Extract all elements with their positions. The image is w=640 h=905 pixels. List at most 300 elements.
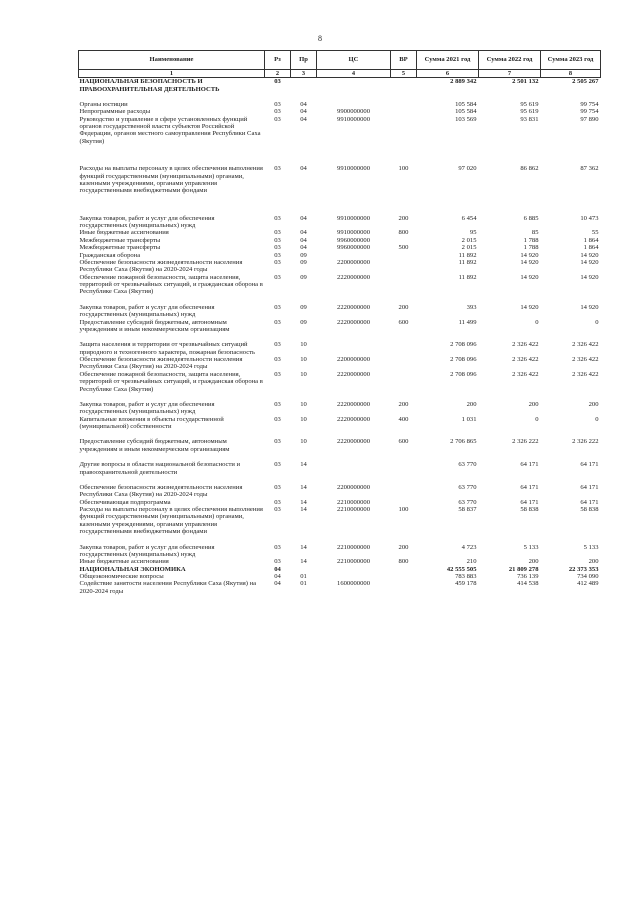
- table-row: [79, 499, 601, 506]
- row-name: Руководство и управление в сфере установленных функций органов государственной власти субъектов Российской Федерации, органов местного самоуправления Республики Саха (Якутия): [79, 115, 261, 145]
- row-cs: [317, 101, 391, 108]
- row-pr: 10: [300, 415, 307, 423]
- row-cs: 1600000000: [337, 580, 370, 588]
- row-cs: [317, 78, 391, 93]
- row-vr: [391, 341, 417, 356]
- row-sum-2022: 2 326 422: [512, 356, 539, 364]
- row-pr: 10: [300, 356, 307, 364]
- row-name: Обеспечение безопасности жизнедеятельности населения Республики Саха (Якутия) на 2020-2024 годы: [79, 483, 243, 499]
- header-vr: ВР: [391, 51, 417, 70]
- row-sum-2022: 414 538: [517, 580, 539, 588]
- row-pr: 04: [300, 165, 307, 173]
- row-pr: 09: [300, 318, 307, 326]
- row-rz: 03: [274, 165, 281, 173]
- row-pr: 14: [300, 483, 307, 491]
- row-sum-2022: 86 862: [520, 165, 539, 173]
- row-spacer-cell: [79, 453, 601, 461]
- row-sum-2022: 14 920: [520, 258, 539, 266]
- column-number: 8: [541, 70, 601, 78]
- column-number: 5: [391, 70, 417, 78]
- row-cs: 9900000000: [337, 108, 370, 116]
- row-spacer-cell: [79, 333, 601, 341]
- row-spacer-cell: [79, 145, 601, 165]
- row-pr: 10: [300, 400, 307, 408]
- row-rz: 04: [274, 580, 281, 588]
- row-pr: 01: [300, 580, 307, 588]
- row-name: НАЦИОНАЛЬНАЯ БЕЗОПАСНОСТЬ И ПРАВООХРАНИТЕЛЬНАЯ ДЕЯТЕЛЬНОСТЬ: [79, 78, 220, 93]
- row-sum-2023: 14 920: [580, 273, 599, 281]
- row-sum-2021: 2 015: [461, 244, 477, 252]
- header-sum-2021: Сумма 2021 год: [417, 51, 479, 70]
- row-pr: 04: [300, 229, 307, 237]
- row-sum-2022: 2 326 422: [512, 341, 539, 349]
- row-name: Капитальные вложения в объекты государственной (муниципальной) собственности: [79, 415, 224, 431]
- table-row: [79, 101, 601, 108]
- row-rz: 03: [274, 258, 281, 266]
- row-name: Обеспечение безопасности жизнедеятельности населения Республики Саха (Якутия) на 2020-2024 годы: [79, 258, 243, 274]
- row-sum-2023: 99 754: [580, 100, 599, 108]
- header-pr: Пр: [291, 51, 317, 70]
- row-name: Закупка товаров, работ и услуг для обеспечения государственных (муниципальных) нужд: [79, 303, 215, 319]
- row-sum-2022: 21 809 278: [508, 565, 539, 573]
- row-name: Закупка товаров, работ и услуг для обеспечения государственных (муниципальных) нужд: [79, 400, 215, 416]
- row-vr: 100: [398, 506, 409, 514]
- row-sum-2022: 2 326 222: [512, 438, 539, 446]
- row-name: Обеспечивающая подпрограмма: [79, 498, 171, 506]
- row-cs: 9910000000: [337, 165, 370, 173]
- row-vr: [391, 484, 417, 499]
- row-rz: 03: [274, 543, 281, 551]
- row-rz: 03: [274, 244, 281, 252]
- row-cs: 2220000000: [337, 438, 370, 446]
- row-sum-2021: 1 031: [461, 415, 477, 423]
- row-pr: 09: [300, 273, 307, 281]
- row-sum-2022: 14 920: [520, 273, 539, 281]
- row-name: Непрограммные расходы: [79, 108, 151, 116]
- row-pr: 09: [300, 251, 307, 259]
- row-cs: 9910000000: [337, 229, 370, 237]
- row-name: Обеспечение пожарной безопасности, защита населения, территорий от чрезвычайных ситуаций, и гражданская оборона в Республике Саха (Якутия): [79, 370, 263, 393]
- row-vr: 200: [398, 214, 409, 222]
- row-rz: 03: [274, 251, 281, 259]
- table-row: [79, 116, 601, 146]
- row-name: Расходы на выплаты персоналу в целях обеспечения выполнения функций государственными (муниципальными) органами, казенными учреждениями, органами управления государственными внебюджетными фондами: [79, 165, 263, 195]
- row-sum-2022: 5 133: [523, 543, 539, 551]
- row-rz: 03: [274, 415, 281, 423]
- row-vr: [391, 580, 417, 595]
- row-vr: 500: [398, 244, 409, 252]
- table-row: [79, 356, 601, 371]
- table-row: [79, 341, 601, 356]
- row-sum-2023: 14 920: [580, 258, 599, 266]
- row-name: Расходы на выплаты персоналу в целях обеспечения выполнения функций государственными (муниципальными) органами, казенными учреждениями, органами управления государственными внебюджетными фондами: [79, 506, 263, 536]
- row-cs: 2210000000: [337, 498, 370, 506]
- row-sum-2023: 2 326 422: [572, 341, 599, 349]
- row-vr: [391, 274, 417, 296]
- row-rz: 03: [274, 356, 281, 364]
- row-name: Предоставление субсидий бюджетным, автономным учреждениям и иным некоммерческим организациям: [79, 438, 230, 453]
- row-sum-2022: 0: [535, 318, 539, 326]
- row-sum-2021: 63 770: [458, 483, 477, 491]
- row-sum-2023: 1 864: [583, 236, 599, 244]
- row-rz: 03: [274, 100, 281, 108]
- header-cs: ЦС: [317, 51, 391, 70]
- row-vr: 800: [398, 558, 409, 566]
- row-sum-2023: 2 326 422: [572, 370, 599, 378]
- row-name: Обеспечение пожарной безопасности, защита населения, территорий от чрезвычайных ситуаций, и гражданская оборона в Республике Саха (Якутия): [79, 273, 263, 296]
- row-vr: [391, 101, 417, 108]
- row-pr: 10: [300, 341, 307, 349]
- row-cs: 2220000000: [337, 273, 370, 281]
- column-number: 7: [479, 70, 541, 78]
- row-sum-2021: 2 889 342: [450, 78, 477, 86]
- row-cs: [317, 461, 391, 476]
- row-sum-2022: 58 838: [520, 506, 539, 514]
- row-sum-2023: 1 864: [583, 244, 599, 252]
- row-pr: 14: [300, 558, 307, 566]
- table-row: [79, 252, 601, 259]
- row-sum-2021: 6 454: [461, 214, 477, 222]
- row-sum-2021: 210: [466, 558, 477, 566]
- table-row: [79, 558, 601, 565]
- row-vr: [391, 566, 417, 573]
- row-name: Гражданская оборона: [79, 251, 141, 259]
- column-number: 1: [79, 70, 265, 78]
- row-sum-2023: 14 920: [580, 303, 599, 311]
- row-cs: 2200000000: [337, 483, 370, 491]
- row-name: Обеспечение безопасности жизнедеятельности населения Республики Саха (Якутия) на 2020-2024 годы: [79, 356, 243, 371]
- row-cs: [317, 341, 391, 356]
- row-name: Закупка товаров, работ и услуг для обеспечения государственных (муниципальных) нужд: [79, 214, 215, 230]
- row-spacer: [79, 393, 601, 401]
- row-vr: [391, 356, 417, 371]
- row-rz: 03: [274, 318, 281, 326]
- row-pr: 04: [300, 244, 307, 252]
- row-rz: 03: [274, 438, 281, 446]
- row-vr: 800: [398, 229, 409, 237]
- row-sum-2021: 97 020: [458, 165, 477, 173]
- row-rz: 03: [274, 558, 281, 566]
- row-rz: 03: [274, 273, 281, 281]
- table-row: [79, 274, 601, 296]
- row-cs: 2220000000: [337, 415, 370, 423]
- row-sum-2021: 2 706 865: [450, 438, 477, 446]
- row-sum-2021: 2 708 096: [450, 356, 477, 364]
- row-rz: 03: [274, 483, 281, 491]
- row-rz: 03: [274, 108, 281, 116]
- row-sum-2023: 64 171: [580, 483, 599, 491]
- row-sum-2022: 736 139: [517, 573, 539, 581]
- row-cs: 2220000000: [337, 400, 370, 408]
- row-sum-2021: 105 584: [455, 108, 477, 116]
- row-cs: 2220000000: [337, 318, 370, 326]
- table-row: [79, 237, 601, 244]
- row-sum-2023: 22 373 353: [568, 565, 599, 573]
- row-cs: [317, 566, 391, 573]
- row-sum-2022: 93 831: [520, 115, 539, 123]
- table-row: [79, 580, 601, 595]
- column-number: 2: [265, 70, 291, 78]
- row-cs: 2200000000: [337, 258, 370, 266]
- row-pr: 10: [300, 370, 307, 378]
- row-sum-2023: 412 489: [577, 580, 599, 588]
- row-vr: [391, 499, 417, 506]
- table-row: [79, 78, 601, 93]
- row-sum-2023: 55: [591, 229, 599, 237]
- row-cs: [317, 573, 391, 580]
- row-sum-2023: 0: [595, 415, 599, 423]
- row-sum-2023: 0: [595, 318, 599, 326]
- table-row: [79, 401, 601, 416]
- row-rz: 03: [274, 229, 281, 237]
- row-pr: 04: [300, 108, 307, 116]
- row-name: Межбюджетные трансферты: [79, 236, 161, 244]
- row-cs: 2210000000: [337, 558, 370, 566]
- row-sum-2023: 87 362: [580, 165, 599, 173]
- row-rz: 03: [274, 115, 281, 123]
- row-pr: 04: [300, 236, 307, 244]
- row-spacer: [79, 195, 601, 215]
- row-spacer: [79, 296, 601, 304]
- column-number: 3: [291, 70, 317, 78]
- row-sum-2023: 2 326 222: [572, 438, 599, 446]
- table-row: [79, 573, 601, 580]
- row-rz: 03: [274, 498, 281, 506]
- row-sum-2023: 200: [588, 558, 599, 566]
- row-rz: 03: [274, 303, 281, 311]
- row-cs: [317, 252, 391, 259]
- row-vr: 200: [398, 303, 409, 311]
- table-row: [79, 438, 601, 453]
- column-number: 6: [417, 70, 479, 78]
- row-rz: 03: [274, 214, 281, 222]
- row-cs: 2210000000: [337, 506, 370, 514]
- row-spacer-cell: [79, 93, 601, 101]
- row-sum-2022: 2 501 132: [512, 78, 539, 86]
- row-cs: 9960000000: [337, 236, 370, 244]
- row-spacer: [79, 536, 601, 544]
- row-sum-2021: 459 178: [455, 580, 477, 588]
- row-sum-2022: 64 171: [520, 483, 539, 491]
- row-sum-2022: 1 788: [523, 244, 539, 252]
- table-row: [79, 416, 601, 431]
- column-number: 4: [317, 70, 391, 78]
- row-rz: 03: [274, 400, 281, 408]
- row-cs: 2220000000: [337, 370, 370, 378]
- row-sum-2021: 105 584: [455, 100, 477, 108]
- row-sum-2023: 2 505 267: [572, 78, 599, 86]
- row-name: НАЦИОНАЛЬНАЯ ЭКОНОМИКА: [79, 565, 186, 573]
- row-rz: 03: [274, 370, 281, 378]
- header-sum-2022: Сумма 2022 год: [479, 51, 541, 70]
- row-sum-2021: 103 569: [455, 115, 477, 123]
- row-sum-2021: 95: [469, 229, 477, 237]
- row-spacer: [79, 430, 601, 438]
- row-pr: 10: [300, 438, 307, 446]
- row-sum-2021: 58 837: [458, 506, 477, 514]
- row-sum-2022: 0: [535, 415, 539, 423]
- row-vr: [391, 371, 417, 393]
- row-sum-2021: 2 708 096: [450, 341, 477, 349]
- row-sum-2022: 64 171: [520, 461, 539, 469]
- row-rz: 03: [274, 341, 281, 349]
- row-sum-2021: 200: [466, 400, 477, 408]
- row-vr: 200: [398, 400, 409, 408]
- row-name: Органы юстиции: [79, 100, 128, 108]
- row-sum-2023: 99 754: [580, 108, 599, 116]
- row-sum-2023: 200: [588, 400, 599, 408]
- row-name: Иные бюджетные ассигнования: [79, 558, 169, 566]
- row-vr: 100: [398, 165, 409, 173]
- row-vr: 600: [398, 438, 409, 446]
- table-row: [79, 259, 601, 274]
- row-sum-2023: 5 133: [583, 543, 599, 551]
- row-vr: [391, 116, 417, 146]
- table-row: [79, 371, 601, 393]
- row-spacer-cell: [79, 476, 601, 484]
- row-sum-2023: 2 326 422: [572, 356, 599, 364]
- table-row: [79, 108, 601, 115]
- row-sum-2022: 2 326 422: [512, 370, 539, 378]
- row-vr: [391, 259, 417, 274]
- row-vr: [391, 252, 417, 259]
- header-sum-2023: Сумма 2023 год: [541, 51, 601, 70]
- row-pr: 04: [300, 100, 307, 108]
- page-number: 8: [318, 34, 322, 43]
- row-name: Содействие занятости населения Республики Саха (Якутия) на 2020-2024 годы: [79, 580, 257, 595]
- row-sum-2021: 11 499: [458, 318, 477, 326]
- row-sum-2022: 1 788: [523, 236, 539, 244]
- header-row: [79, 51, 601, 70]
- row-spacer-cell: [79, 536, 601, 544]
- row-pr: 14: [300, 498, 307, 506]
- table-body: [79, 78, 601, 596]
- row-sum-2021: 11 892: [458, 251, 477, 259]
- row-sum-2021: 42 555 505: [446, 565, 477, 573]
- row-sum-2022: 14 920: [520, 251, 539, 259]
- row-name: Межбюджетные трансферты: [79, 244, 161, 252]
- row-name: Закупка товаров, работ и услуг для обеспечения государственных (муниципальных) нужд: [79, 543, 215, 558]
- table-row: [79, 215, 601, 230]
- row-spacer-cell: [79, 195, 601, 215]
- row-pr: 14: [300, 506, 307, 514]
- table-row: [79, 165, 601, 195]
- row-cs: 9910000000: [337, 214, 370, 222]
- row-rz: 03: [274, 78, 281, 86]
- row-rz: 03: [274, 506, 281, 514]
- row-sum-2021: 11 892: [458, 273, 477, 281]
- row-pr: 14: [300, 461, 307, 469]
- row-sum-2023: 64 171: [580, 498, 599, 506]
- row-name: Защита населения и территории от чрезвычайных ситуаций природного и техногенного характера, пожарная безопасность: [79, 341, 256, 356]
- row-cs: 2220000000: [337, 303, 370, 311]
- row-rz: 04: [274, 565, 281, 573]
- row-sum-2023: 64 171: [580, 461, 599, 469]
- row-cs: 2210000000: [337, 543, 370, 551]
- row-vr: [391, 461, 417, 476]
- row-rz: 03: [274, 236, 281, 244]
- column-number-row: [79, 70, 601, 78]
- row-sum-2022: 64 171: [520, 498, 539, 506]
- row-pr: [291, 566, 317, 573]
- row-sum-2022: 14 920: [520, 303, 539, 311]
- row-sum-2021: 783 883: [455, 573, 477, 581]
- row-sum-2023: 14 920: [580, 251, 599, 259]
- row-spacer-cell: [79, 296, 601, 304]
- table-row: [79, 506, 601, 536]
- row-pr: 04: [300, 115, 307, 123]
- row-sum-2022: 200: [528, 558, 539, 566]
- row-spacer: [79, 476, 601, 484]
- row-sum-2022: 85: [531, 229, 539, 237]
- row-pr: 09: [300, 258, 307, 266]
- row-sum-2023: 10 473: [580, 214, 599, 222]
- row-sum-2023: 58 838: [580, 506, 599, 514]
- row-rz: 03: [274, 461, 281, 469]
- row-sum-2022: 6 885: [523, 214, 539, 222]
- row-name: Другие вопросы в области национальной безопасности и правоохранительной деятельности: [79, 461, 241, 476]
- row-vr: 200: [398, 543, 409, 551]
- row-rz: 04: [274, 573, 281, 581]
- row-spacer-cell: [79, 430, 601, 438]
- table-row: [79, 319, 601, 334]
- table-row: [79, 484, 601, 499]
- row-vr: 600: [398, 318, 409, 326]
- table-row: [79, 229, 601, 236]
- row-pr: 09: [300, 303, 307, 311]
- row-sum-2021: 63 770: [458, 498, 477, 506]
- table-row: [79, 544, 601, 559]
- table-row: [79, 304, 601, 319]
- row-cs: 2200000000: [337, 356, 370, 364]
- row-vr: [391, 573, 417, 580]
- row-sum-2021: 2 708 096: [450, 370, 477, 378]
- row-pr: 04: [300, 214, 307, 222]
- row-name: Общеэкономические вопросы: [79, 573, 164, 581]
- row-sum-2022: 200: [528, 400, 539, 408]
- row-vr: 400: [398, 415, 409, 423]
- row-spacer-cell: [79, 393, 601, 401]
- row-vr: [391, 237, 417, 244]
- row-pr: 01: [300, 573, 307, 581]
- header-name: Наименование: [79, 51, 265, 70]
- row-sum-2022: 95 619: [520, 108, 539, 116]
- row-sum-2021: 4 723: [461, 543, 477, 551]
- row-sum-2021: 393: [466, 303, 477, 311]
- row-sum-2021: 2 015: [461, 236, 477, 244]
- row-pr: 14: [300, 543, 307, 551]
- table-row: [79, 566, 601, 573]
- table-row: [79, 461, 601, 476]
- row-name: Иные бюджетные ассигнования: [79, 229, 169, 237]
- row-cs: 9960000000: [337, 244, 370, 252]
- row-spacer: [79, 333, 601, 341]
- row-sum-2021: 11 892: [458, 258, 477, 266]
- row-sum-2021: 63 770: [458, 461, 477, 469]
- budget-table: [78, 50, 601, 595]
- row-sum-2023: 97 890: [580, 115, 599, 123]
- header-rz: Рз: [265, 51, 291, 70]
- table-row: [79, 244, 601, 251]
- row-spacer: [79, 453, 601, 461]
- row-vr: [391, 78, 417, 93]
- row-spacer: [79, 93, 601, 101]
- row-name: Предоставление субсидий бюджетным, автономным учреждениям и иным некоммерческим организациям: [79, 318, 230, 333]
- row-spacer: [79, 145, 601, 165]
- row-sum-2022: 95 619: [520, 100, 539, 108]
- row-sum-2023: 734 090: [577, 573, 599, 581]
- row-vr: [391, 108, 417, 115]
